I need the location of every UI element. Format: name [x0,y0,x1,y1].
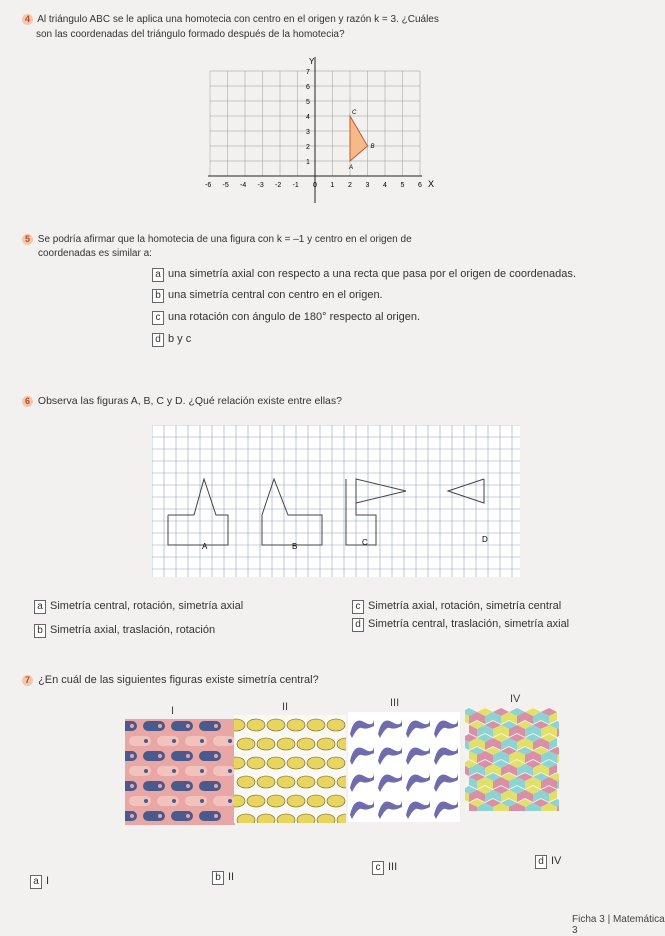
footer-label: Ficha 3 [572,914,605,925]
coordinate-graph [190,55,440,205]
x-tick-label: -2 [275,182,282,189]
vertex-c-label: C [352,110,357,116]
q6-option-a[interactable] [34,599,243,614]
q7-line [22,674,319,687]
option-letter: a [152,268,164,282]
y-tick-label: 6 [306,84,310,91]
figures-grid [152,425,520,577]
triangle-abc [350,116,368,161]
q4-number: 4 [22,14,33,25]
footer-subject: Matemática 3 [572,914,665,936]
x-tick-label: -6 [205,182,212,189]
option-letter: d [535,855,547,869]
x-tick-label: 1 [330,182,335,189]
x-tick-label: -4 [240,182,247,189]
option-text: Simetría axial, traslación, rotación [50,624,216,636]
q7-option-c[interactable] [372,860,397,875]
x-tick-label: 6 [418,182,422,189]
option-text: una simetría central con centro en el origen. [168,289,383,301]
x-axis-label: X [428,179,435,189]
y-tick-label: 3 [306,129,310,136]
q7-text: ¿En cuál de las siguientes figuras existe simetría central? [38,674,319,686]
pattern-i[interactable] [125,719,235,825]
q5-option-a[interactable] [152,267,576,282]
y-tick-label: 5 [306,99,310,106]
y-axis-label: Y [309,57,315,66]
q6-number: 6 [22,396,33,407]
pattern-label-ii: II [282,701,289,713]
x-tick-label: 5 [400,182,405,189]
option-text: b y c [168,333,192,345]
figure-label-c: C [362,538,368,547]
q4-text-1: Al triángulo ABC se le aplica una homotecia con centro en el origen y razón k = 3. ¿Cuáles [37,14,439,25]
q6-option-d[interactable] [352,617,569,632]
vertex-a-label: A [349,165,354,171]
q7-option-a[interactable] [30,874,49,889]
q5-text-2: coordenadas es similar a: [38,248,152,259]
figure-label-d: D [482,535,488,544]
option-letter: a [30,875,42,889]
option-letter: d [352,618,364,632]
q5-option-d[interactable] [152,332,191,347]
option-letter: c [372,861,384,875]
x-tick-label: -3 [257,182,264,189]
x-tick-label: 3 [365,182,370,189]
option-letter: b [152,289,164,303]
option-text: II [228,871,235,883]
q4-line1 [22,13,439,26]
option-text: III [388,861,398,873]
q5-option-b[interactable] [152,288,383,303]
option-text: una simetría axial con respecto a una recta que pasa por el origen de coordenadas. [168,268,576,280]
option-text: IV [551,855,562,867]
option-letter: c [352,600,364,614]
q5-text-1: Se podría afirmar que la homotecia de una figura con k = –1 y centro en el origen de [37,234,412,245]
y-tick-label: 2 [306,144,310,151]
x-tick-label: 2 [348,182,352,189]
pattern-iv[interactable] [465,708,559,811]
y-tick-label: 4 [306,114,310,121]
x-tick-label: -5 [222,182,229,189]
option-letter: b [212,871,224,885]
pattern-iii[interactable] [348,712,460,822]
y-tick-label: 7 [306,69,310,76]
option-text: I [46,875,50,887]
option-letter: d [152,333,164,347]
figure-label-a: A [202,542,208,551]
pattern-label-i: I [171,705,175,717]
pattern-ii[interactable] [234,715,346,823]
q7-option-d[interactable] [535,854,561,869]
q5-number: 5 [22,234,33,245]
option-letter: a [34,600,46,614]
q6-line [22,395,342,408]
vertex-b-label: B [370,144,375,150]
q4-text-2: son las coordenadas del triángulo formado después de la homotecia? [36,29,345,40]
q6-option-c[interactable] [352,599,561,614]
q7-number: 7 [22,675,33,686]
figure-label-b: B [292,542,298,551]
option-text: Simetría central, rotación, simetría axial [50,600,244,612]
q5-option-c[interactable] [152,310,420,325]
footer: Ficha 3 | Matemática 3 [572,914,665,936]
x-tick-label: 0 [313,182,317,189]
x-tick-label: -1 [292,182,299,189]
option-text: una rotación con ángulo de 180° respecto al origen. [168,311,421,323]
option-text: Simetría axial, rotación, simetría central [368,600,562,612]
option-letter: c [152,311,164,325]
q6-option-b[interactable] [34,623,215,638]
x-tick-label: 4 [383,182,387,189]
pattern-label-iv: IV [510,693,521,705]
q5-line1 [22,233,412,246]
option-text: Simetría central, traslación, simetría axial [368,618,570,630]
q6-text: Observa las figuras A, B, C y D. ¿Qué relación existe entre ellas? [37,395,342,407]
pattern-label-iii: III [390,697,400,709]
y-tick-label: 1 [306,159,310,166]
q7-option-b[interactable] [212,870,234,885]
option-letter: b [34,624,46,638]
